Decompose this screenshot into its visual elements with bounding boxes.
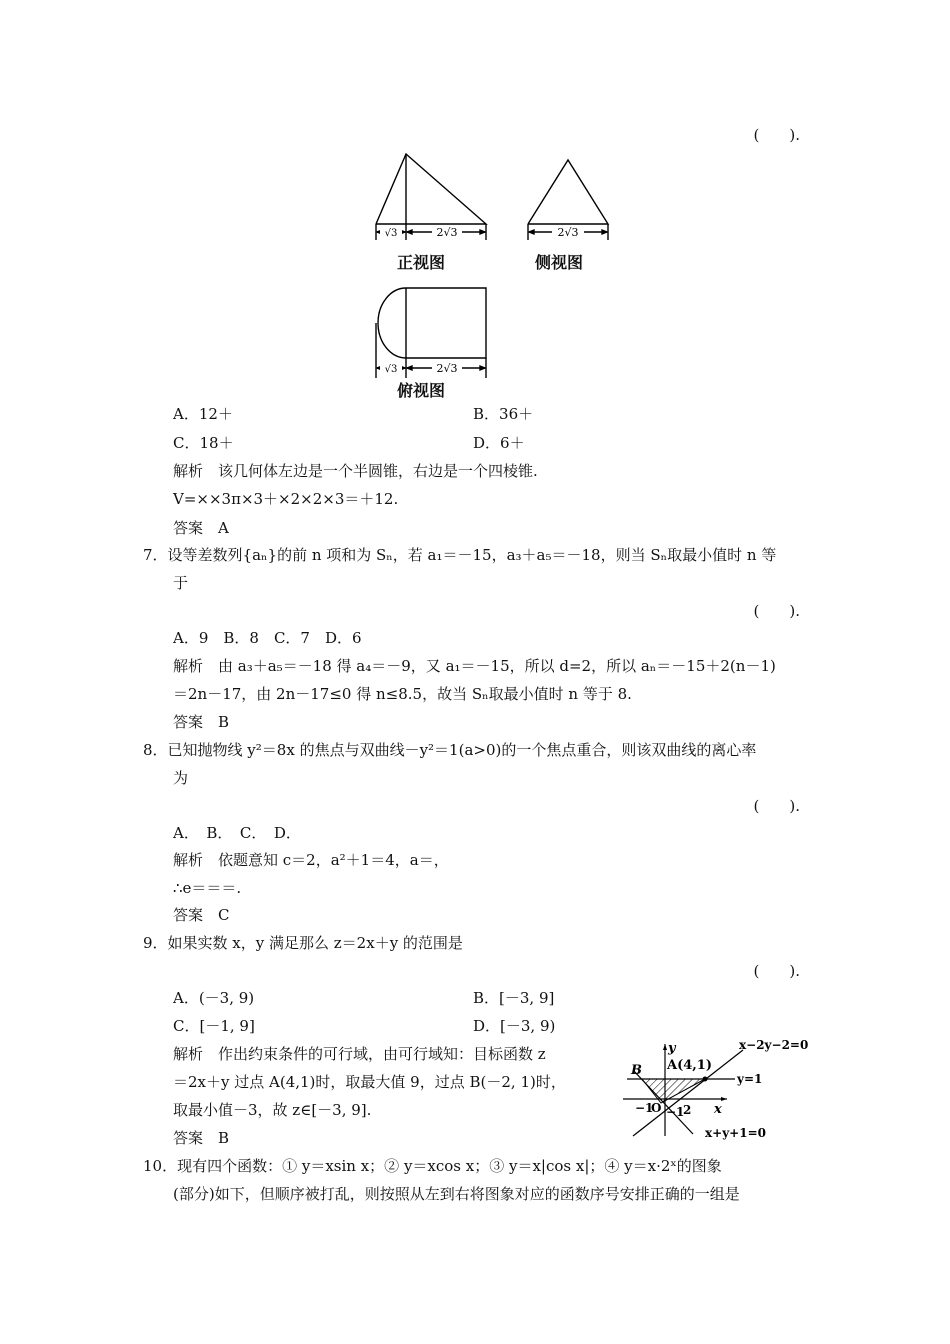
top-dim-large: 2√3 <box>436 362 458 375</box>
q7-analysis-line1: 解析 由 a₃＋a₅＝－18 得 a₄＝－9，又 a₁＝－15，所以 d=2，所以 aₙ＝－15＋2(n－1) <box>173 657 776 675</box>
q6-paren: ( ). <box>753 126 800 144</box>
q10-stem-line2: (部分)如下，但顺序被打乱，则按照从左到右将图象对应的函数序号安排正确的一组是 <box>173 1185 740 1203</box>
tick-neg1-label: −1 <box>635 1101 654 1115</box>
q8-analysis-line1: 解析 依题意知 c＝2，a²＋1＝4，a＝， <box>173 851 449 869</box>
q8-options: A． B． C． D． <box>173 824 301 842</box>
axis-y-label: y <box>668 1041 676 1056</box>
q6-option-d: D．6＋ <box>473 434 525 452</box>
q8-analysis-line2: ∴e＝＝＝. <box>173 879 242 897</box>
point-b-label: B <box>631 1063 642 1078</box>
q7-options: A．9 B．8 C．7 D．6 <box>173 629 362 647</box>
q9-stem: 9．如果实数 x，y 满足那么 z＝2x＋y 的范围是 <box>143 934 463 952</box>
q8-stem-line1: 8．已知抛物线 y²＝8x 的焦点与双曲线－y²＝1(a>0)的一个焦点重合，则该双曲线的离心率 <box>143 741 757 759</box>
q9-answer: 答案 B <box>173 1129 230 1147</box>
top-dim-small: √3 <box>384 364 398 375</box>
side-view-label: 侧视图 <box>535 253 584 272</box>
q9-paren: ( ). <box>753 962 800 980</box>
q8-stem-line2: 为 <box>173 769 189 787</box>
front-dim-large: 2√3 <box>436 226 458 239</box>
q7-answer: 答案 B <box>173 713 230 731</box>
q8-answer: 答案 C <box>173 906 230 924</box>
q9-option-b: B．[－3, 9] <box>473 989 555 1007</box>
q9-option-c: C．[－1, 9] <box>173 1017 255 1035</box>
top-view-label: 俯视图 <box>397 381 446 400</box>
q9-option-a: A．(－3, 9) <box>173 989 255 1007</box>
point-a-label: A(4,1) <box>667 1058 713 1073</box>
q6-option-a: A．12＋ <box>173 405 233 423</box>
feasible-region-graph <box>615 1036 820 1144</box>
q9-analysis-line2: ＝2x＋y 过点 A(4,1)时，取最大值 9，过点 B(－2, 1)时， <box>173 1073 566 1091</box>
axis-x-label: x <box>714 1102 722 1117</box>
line2-label: y=1 <box>737 1072 763 1086</box>
q9-option-d: D．[－3, 9) <box>473 1017 556 1035</box>
q10-stem-line1: 10．现有四个函数：① y＝xsin x；② y＝xcos x；③ y＝x|cos x|；④ y＝x·2ˣ的图象 <box>143 1157 722 1175</box>
q9-analysis-line3: 取最小值－3，故 z∈[－3, 9]. <box>173 1101 372 1119</box>
q6-analysis-line2: V=××3π×3＋×2×2×3＝＋12. <box>173 490 399 508</box>
q6-answer: 答案 A <box>173 519 229 537</box>
line1-label: x−2y−2=0 <box>739 1038 809 1052</box>
front-view-label: 正视图 <box>397 253 446 272</box>
q7-stem-line1: 7．设等差数列{aₙ}的前 n 项和为 Sₙ，若 a₁＝－15，a₃＋a₅＝－18，则当 Sₙ取最小值时 n 等 <box>143 546 777 564</box>
origin-label: O <box>651 1101 662 1115</box>
q9-analysis-line1: 解析 作出约束条件的可行域，由可行域知：目标函数 z <box>173 1045 546 1063</box>
q7-paren: ( ). <box>753 602 800 620</box>
q6-option-b: B．36＋ <box>473 405 534 423</box>
line3-label: x+y+1=0 <box>705 1126 766 1140</box>
side-dim-large: 2√3 <box>557 226 579 239</box>
tick-2-label: 2 <box>683 1103 692 1117</box>
q7-analysis-line2: ＝2n－17，由 2n－17≤0 得 n≤8.5，故当 Sₙ取最小值时 n 等于 8. <box>173 685 632 703</box>
front-dim-small: √3 <box>384 228 398 239</box>
q6-option-c: C．18＋ <box>173 434 234 452</box>
tick-y-neg1-label: −1 <box>666 1105 685 1119</box>
q8-paren: ( ). <box>753 797 800 815</box>
q6-analysis-line1: 解析 该几何体左边是一个半圆锥，右边是一个四棱锥. <box>173 462 538 480</box>
q7-stem-line2: 于 <box>173 574 189 592</box>
